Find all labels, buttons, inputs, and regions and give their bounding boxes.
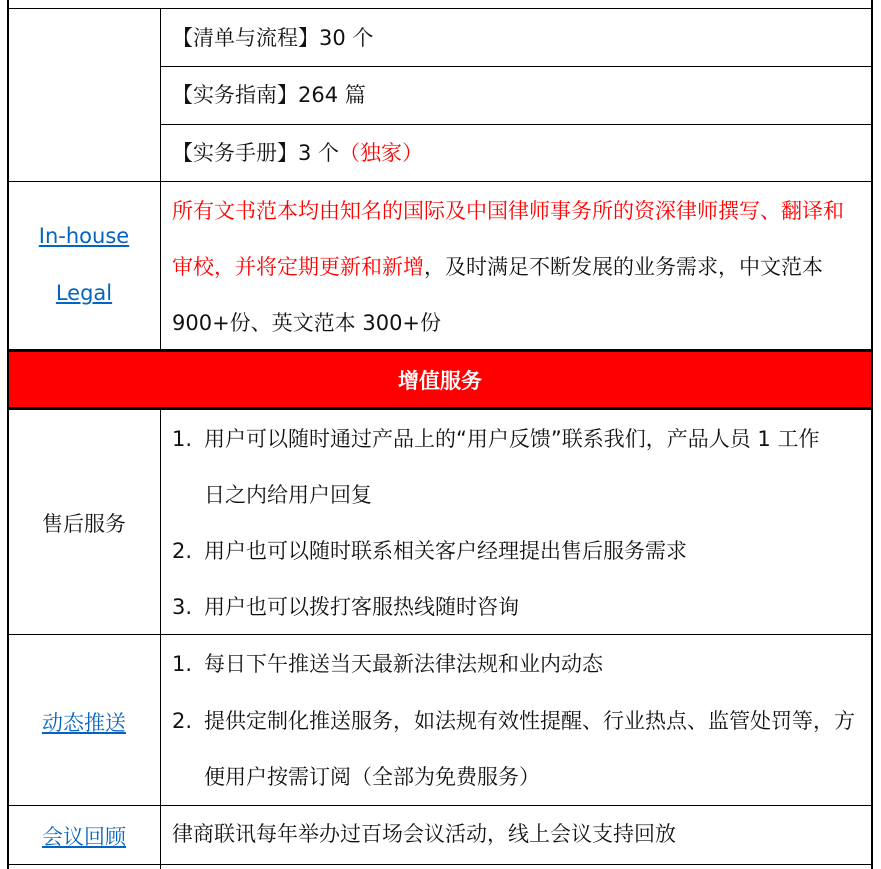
row-divider xyxy=(7,181,873,182)
inhouse-text-black: ，及时满足不断发展的业务需求，中文范本 xyxy=(424,255,823,279)
inhouse-text-line1: 所有文书范本均由知名的国际及中国律师事务所的资深律师撰写、翻译和 xyxy=(172,199,844,223)
resource-row-checklists xyxy=(172,24,373,52)
inhouse-legal-link[interactable] xyxy=(9,224,159,248)
push-item-cont: 便用户按需订阅（全部为免费服务） xyxy=(204,765,540,789)
inhouse-link-line2[interactable]: Legal xyxy=(55,281,113,305)
list-number: 2. xyxy=(172,709,193,733)
list-text: 用户也可以随时联系相关客户经理提出售后服务需求 xyxy=(204,539,687,563)
meeting-review-link[interactable] xyxy=(9,821,159,851)
after-sales-item xyxy=(172,537,687,565)
after-sales-item xyxy=(172,593,519,621)
inhouse-text-line2 xyxy=(172,253,823,281)
row-divider xyxy=(7,805,873,806)
list-number: 2. xyxy=(172,539,193,563)
column-divider xyxy=(160,410,161,869)
push-item xyxy=(172,650,603,678)
resource-count: 30 个 xyxy=(319,26,374,50)
exclusive-badge: （独家） xyxy=(339,141,424,165)
row-divider xyxy=(7,8,873,9)
resource-row-guides xyxy=(172,81,366,109)
inhouse-link-line1[interactable]: In-house xyxy=(38,224,130,248)
row-divider xyxy=(7,407,873,410)
resource-count: 3 个 xyxy=(298,141,340,165)
list-text: 每日下午推送当天最新法律法规和业内动态 xyxy=(204,652,603,676)
list-text: 提供定制化推送服务，如法规有效性提醒、行业热点、监管处罚等，方 xyxy=(204,709,855,733)
dynamic-push-label[interactable]: 动态推送 xyxy=(42,711,126,735)
inhouse-text-red: 审校，并将定期更新和新增 xyxy=(172,255,424,279)
row-divider xyxy=(160,66,873,67)
list-text: 用户可以随时通过产品上的“用户反馈”联系我们，产品人员 1 工作 xyxy=(204,427,820,451)
list-number: 1. xyxy=(172,652,193,676)
column-divider xyxy=(160,8,161,349)
banner-title: 增值服务 xyxy=(398,368,482,393)
push-item xyxy=(172,707,855,735)
resource-category: 【实务手册】 xyxy=(172,141,298,165)
resource-count: 264 篇 xyxy=(298,83,366,107)
after-sales-item-cont: 日之内给用户回复 xyxy=(204,483,372,507)
dynamic-push-link[interactable] xyxy=(9,707,159,737)
list-text: 用户也可以拨打客服热线随时咨询 xyxy=(204,595,519,619)
meeting-review-label[interactable]: 会议回顾 xyxy=(42,825,126,849)
resource-row-handbooks xyxy=(172,139,423,167)
row-divider xyxy=(7,634,873,635)
resource-category: 【实务指南】 xyxy=(172,83,298,107)
list-number: 3. xyxy=(172,595,193,619)
value-added-services-banner xyxy=(9,352,871,407)
inhouse-text-line3: 900+份、英文范本 300+份 xyxy=(172,311,442,335)
inhouse-legal-link-2[interactable] xyxy=(9,281,159,305)
row-divider xyxy=(7,864,873,865)
row-divider xyxy=(160,124,873,125)
meeting-review-text: 律商联讯每年举办过百场会议活动，线上会议支持回放 xyxy=(172,822,676,846)
list-number: 1. xyxy=(172,427,193,451)
after-sales-item xyxy=(172,425,819,453)
resource-category: 【清单与流程】 xyxy=(172,26,319,50)
after-sales-label: 售后服务 xyxy=(42,512,126,536)
